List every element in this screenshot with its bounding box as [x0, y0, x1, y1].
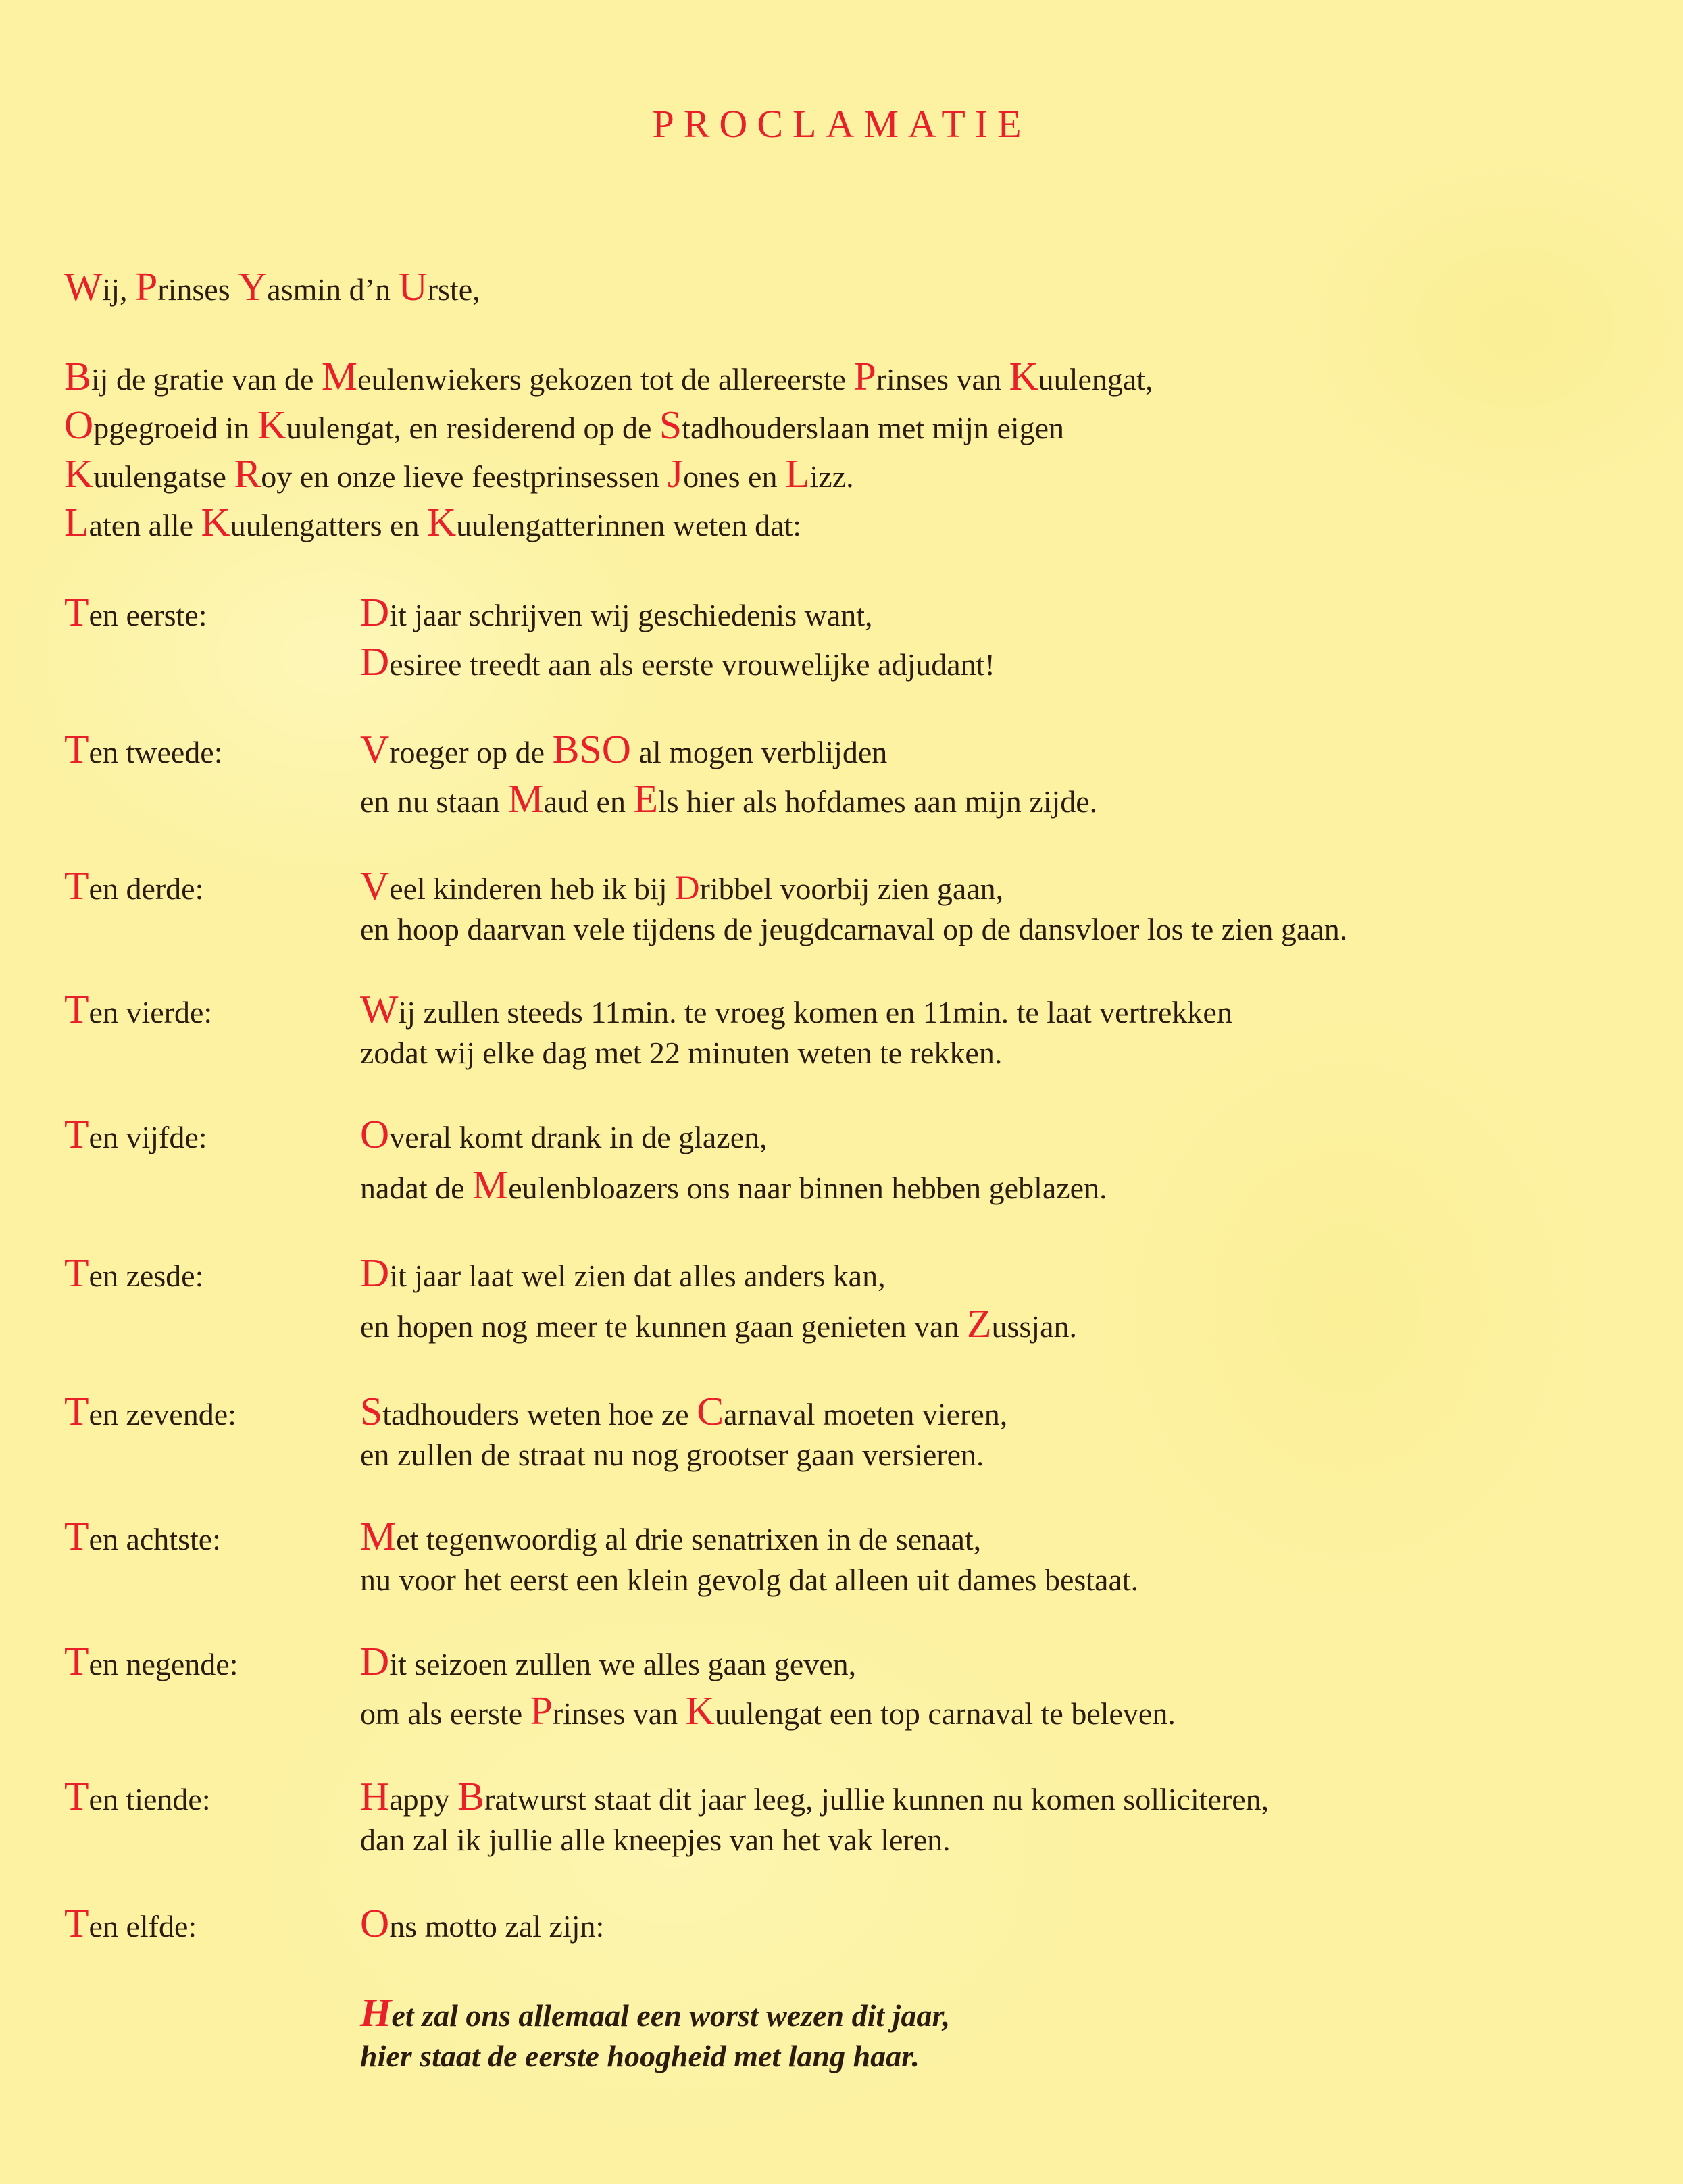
- section-2-line-2: en nu staan Maud en Els hier als hofdames aan mijn zijde.: [360, 776, 1098, 821]
- section-6-line-2: en hopen nog meer te kunnen gaan genieten van Zussjan.: [360, 1301, 1077, 1346]
- section-label-10: Ten tiende:: [64, 1774, 211, 1819]
- section-label-8: Ten achtste:: [64, 1514, 221, 1558]
- section-9-line-1: Dit seizoen zullen we alles gaan geven,: [360, 1639, 857, 1683]
- section-4-line-2: zodat wij elke dag met 22 minuten weten te rekken.: [360, 1036, 1003, 1070]
- section-label-2: Ten tweede:: [64, 727, 223, 771]
- section-label-11: Ten elfde:: [64, 1901, 197, 1946]
- motto-line-2: hier staat de eerste hoogheid met lang haar.: [360, 2039, 920, 2073]
- section-3-line-2: en hoop daarvan vele tijdens de jeugdcarnaval op de dansvloer los te zien gaan.: [360, 912, 1348, 946]
- intro-line-3: Opgegroeid in Kuulengat, en residerend op de Stadhouderslaan met mijn eigen: [64, 403, 1065, 447]
- section-11-line-1: Ons motto zal zijn:: [360, 1901, 605, 1946]
- section-8-line-2: nu voor het eerst een klein gevolg dat alleen uit dames bestaat.: [360, 1563, 1139, 1597]
- intro-line-4: Kuulengatse Roy en onze lieve feestprinsessen Jones en Lizz.: [64, 451, 854, 496]
- section-7-line-1: Stadhouders weten hoe ze Carnaval moeten vieren,: [360, 1389, 1008, 1433]
- section-4-line-1: Wij zullen steeds 11min. te vroeg komen en 11min. te laat vertrekken: [360, 987, 1232, 1032]
- section-1-line-1: Dit jaar schrijven wij geschiedenis want,: [360, 590, 873, 634]
- section-7-line-2: en zullen de straat nu nog grootser gaan versieren.: [360, 1438, 984, 1472]
- intro-line-2: Bij de gratie van de Meulenwiekers gekozen tot de allereerste Prinses van Kuulengat,: [64, 354, 1153, 399]
- section-5-line-2: nadat de Meulenbloazers ons naar binnen hebben geblazen.: [360, 1163, 1107, 1207]
- section-3-line-1: Veel kinderen heb ik bij Dribbel voorbij zien gaan,: [360, 863, 1004, 908]
- page-title: PROCLAMATIE: [652, 102, 1031, 146]
- section-label-1: Ten eerste:: [64, 590, 207, 634]
- intro-line-5: Laten alle Kuulengatters en Kuulengatterinnen weten dat:: [64, 500, 802, 544]
- section-1-line-2: Desiree treedt aan als eerste vrouwelijke adjudant!: [360, 639, 995, 684]
- section-10-line-2: dan zal ik jullie alle kneepjes van het vak leren.: [360, 1823, 951, 1857]
- section-9-line-2: om als eerste Prinses van Kuulengat een top carnaval te beleven.: [360, 1688, 1176, 1733]
- section-10-line-1: Happy Bratwurst staat dit jaar leeg, jullie kunnen nu komen solliciteren,: [360, 1774, 1270, 1819]
- section-5-line-1: Overal komt drank in de glazen,: [360, 1112, 768, 1157]
- section-8-line-1: Met tegenwoordig al drie senatrixen in de senaat,: [360, 1514, 982, 1558]
- section-6-line-1: Dit jaar laat wel zien dat alles anders kan,: [360, 1250, 886, 1295]
- intro-line-1: Wij, Prinses Yasmin d’n Urste,: [64, 264, 480, 309]
- section-label-7: Ten zevende:: [64, 1389, 236, 1433]
- section-2-line-1: Vroeger op de BSO al mogen verblijden: [360, 727, 888, 771]
- section-label-4: Ten vierde:: [64, 987, 213, 1032]
- section-label-6: Ten zesde:: [64, 1250, 204, 1295]
- section-label-5: Ten vijfde:: [64, 1112, 207, 1157]
- section-label-3: Ten derde:: [64, 863, 204, 908]
- section-label-9: Ten negende:: [64, 1639, 238, 1683]
- motto-line-1: Het zal ons allemaal een worst wezen dit jaar,: [360, 1990, 951, 2035]
